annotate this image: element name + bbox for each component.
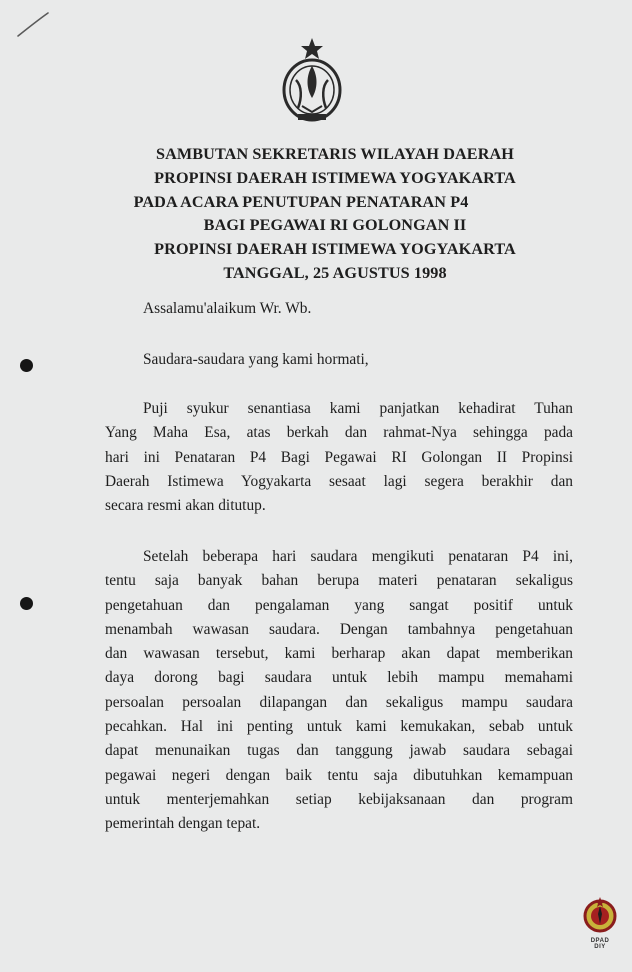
punch-hole bbox=[20, 359, 33, 372]
paragraph-line: untuk menterjemahkan setiap kebijaksanaan dan program bbox=[105, 790, 573, 808]
speech-title bbox=[100, 143, 570, 286]
paragraph-line: pecahkan. Hal ini penting untuk kami kemukakan, sebab untuk bbox=[105, 718, 573, 736]
paragraph-line: tentu saja banyak bahan berupa materi penataran sekaligus bbox=[105, 572, 573, 590]
paragraph-line: Yang Maha Esa, atas berkah dan rahmat-Nya sehingga pada bbox=[105, 424, 573, 442]
title-line: BAGI PEGAWAI RI GOLONGAN II bbox=[203, 216, 467, 235]
stamp-label: DPAD DIY bbox=[590, 938, 610, 950]
paragraph-2 bbox=[105, 545, 573, 837]
paragraph-1 bbox=[105, 397, 573, 518]
paragraph-line: daya dorong bagi saudara untuk lebih mampu memahami bbox=[105, 669, 573, 687]
paragraph-line: dan wawasan tersebut, kami berharap akan dapat memberikan bbox=[105, 645, 573, 663]
punch-hole bbox=[20, 597, 33, 610]
paragraph-line: dapat menunaikan tugas dan tanggung jawab saudara sebagai bbox=[105, 742, 573, 760]
title-line: TANGGAL, 25 AGUSTUS 1998 bbox=[223, 263, 447, 282]
paragraph-line: Daerah Istimewa Yogyakarta sesaat lagi segera berakhir dan bbox=[105, 472, 573, 490]
paragraph-line: secara resmi akan ditutup. bbox=[105, 497, 266, 515]
paragraph-line: pengetahuan dan pengalaman yang sangat positif untuk bbox=[105, 596, 573, 614]
paragraph-line: pemerintah dengan tepat. bbox=[105, 815, 261, 833]
paragraph-line: pegawai negeri dengan baik tentu saja dibutuhkan kemampuan bbox=[105, 766, 573, 784]
pen-stroke-mark bbox=[14, 10, 54, 40]
title-line: PROPINSI DAERAH ISTIMEWA YOGYAKARTA bbox=[154, 168, 516, 187]
paragraph-line: persoalan persoalan dilapangan dan sekaligus mampu saudara bbox=[105, 693, 573, 711]
paragraph-line: Setelah beberapa hari saudara mengikuti penataran P4 ini, bbox=[143, 548, 573, 565]
paragraph-line: hari ini Penataran P4 Bagi Pegawai RI Golongan II Propinsi bbox=[105, 448, 573, 466]
dpad-logo-icon bbox=[582, 896, 618, 938]
title-line: PROPINSI DAERAH ISTIMEWA YOGYAKARTA bbox=[154, 240, 516, 259]
paragraph-line: Puji syukur senantiasa kami panjatkan kehadirat Tuhan bbox=[143, 400, 573, 417]
greeting-salam: Assalamu'alaikum Wr. Wb. bbox=[143, 300, 312, 317]
paragraph-line: menambah wawasan saudara. Dengan tambahnya pengetahuan bbox=[105, 620, 573, 638]
yogyakarta-emblem-icon bbox=[276, 36, 348, 124]
title-line: SAMBUTAN SEKRETARIS WILAYAH DAERAH bbox=[156, 145, 514, 163]
salutation: Saudara-saudara yang kami hormati, bbox=[143, 351, 369, 368]
title-line: PADA ACARA PENUTUPAN PENATARAN P4 bbox=[133, 192, 469, 211]
dpad-diy-stamp bbox=[582, 896, 618, 954]
